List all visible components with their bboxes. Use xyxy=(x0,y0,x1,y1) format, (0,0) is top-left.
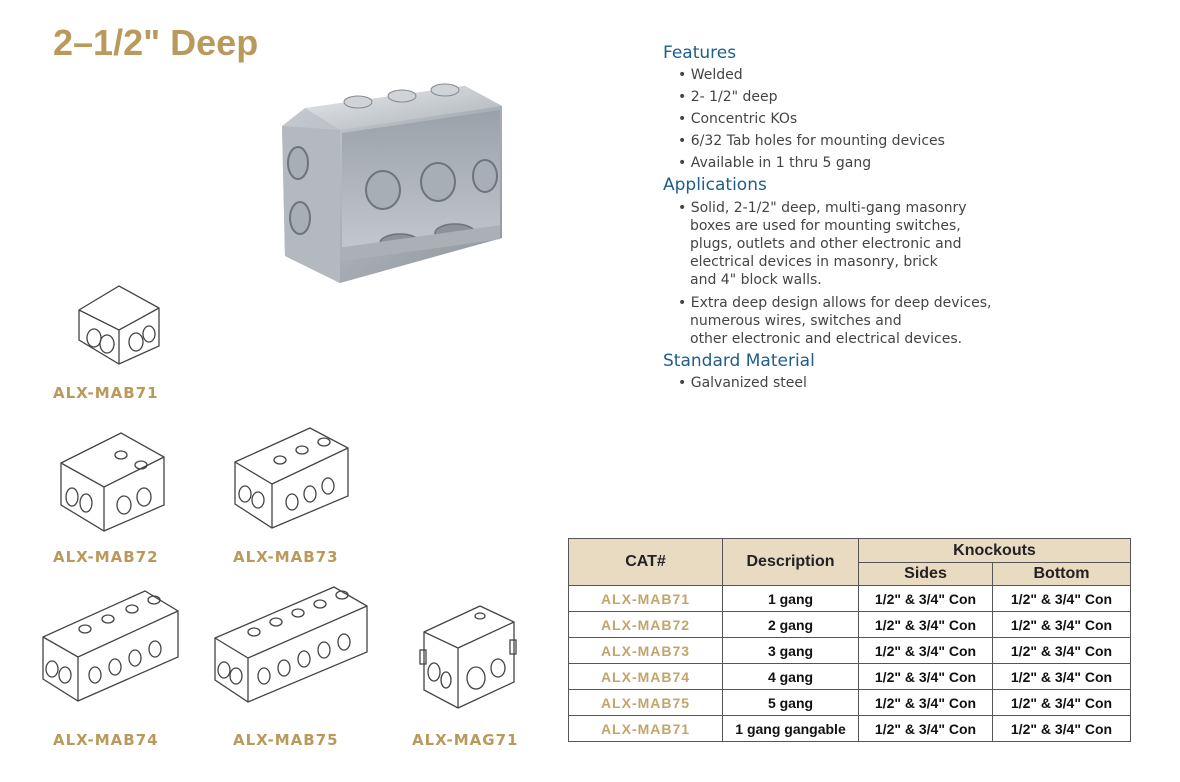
cell-description: 2 gang xyxy=(723,612,859,638)
cell-description: 1 gang xyxy=(723,586,859,612)
product-label-mab74: ALX-MAB74 xyxy=(53,731,159,749)
product-label-mab71: ALX-MAB71 xyxy=(53,384,159,402)
list-item: • Solid, 2-1/2" deep, multi-gang masonry boxes are used for mounting switches, plugs, outlets and other electronic and electrical devices in masonry, brick and 4" block walls. xyxy=(678,196,1103,291)
mab74-drawing xyxy=(40,585,180,703)
cell-sides: 1/2" & 3/4" Con xyxy=(859,638,993,664)
table-row xyxy=(569,716,1131,742)
header-bottom: Bottom xyxy=(993,563,1131,586)
material-heading: Standard Material xyxy=(663,351,815,371)
cell-bottom: 1/2" & 3/4" Con xyxy=(993,612,1131,638)
cell-bottom: 1/2" & 3/4" Con xyxy=(993,664,1131,690)
page-title: 2–1/2" Deep xyxy=(53,22,259,63)
product-label-mag71: ALX-MAG71 xyxy=(412,731,519,749)
cell-description: 1 gang gangable xyxy=(723,716,859,742)
application-line: other electronic and electrical devices. xyxy=(690,331,963,347)
list-item: • Concentric KOs xyxy=(678,111,798,127)
cell-description: 4 gang xyxy=(723,664,859,690)
cell-cat: ALX-MAB71 xyxy=(569,586,723,612)
cell-cat: ALX-MAB71 xyxy=(569,716,723,742)
header-description: Description xyxy=(723,539,859,586)
application-line: Solid, 2-1/2" deep, multi-gang masonry xyxy=(690,200,967,216)
cell-cat: ALX-MAB74 xyxy=(569,664,723,690)
feature-text: 6/32 Tab holes for mounting devices xyxy=(690,133,945,149)
cell-sides: 1/2" & 3/4" Con xyxy=(859,664,993,690)
table-row xyxy=(569,586,1131,612)
cell-cat: ALX-MAB73 xyxy=(569,638,723,664)
application-line: numerous wires, switches and xyxy=(690,313,902,329)
table-row xyxy=(569,664,1131,690)
material-list xyxy=(663,372,1103,394)
applications-list xyxy=(663,196,1103,350)
list-item: • Extra deep design allows for deep devices, numerous wires, switches and other electronic and electrical devices. xyxy=(678,291,1103,350)
applications-heading: Applications xyxy=(663,175,767,195)
application-line: electrical devices in masonry, brick xyxy=(690,254,938,270)
feature-text: Concentric KOs xyxy=(690,111,798,127)
table-row xyxy=(569,690,1131,716)
feature-text: Available in 1 thru 5 gang xyxy=(690,155,872,171)
application-line: plugs, outlets and other electronic and xyxy=(690,236,962,252)
masonry-box-photo xyxy=(280,78,506,290)
list-item: • Available in 1 thru 5 gang xyxy=(678,155,872,171)
header-knockouts: Knockouts xyxy=(859,539,1131,563)
features-heading: Features xyxy=(663,43,737,63)
mab71-drawing xyxy=(74,278,166,366)
cell-sides: 1/2" & 3/4" Con xyxy=(859,586,993,612)
cell-description: 5 gang xyxy=(723,690,859,716)
cell-bottom: 1/2" & 3/4" Con xyxy=(993,690,1131,716)
feature-text: 2- 1/2" deep xyxy=(690,89,778,105)
header-sides: Sides xyxy=(859,563,993,586)
application-line: Extra deep design allows for deep devices, xyxy=(690,295,992,311)
catalog-table xyxy=(568,538,1131,742)
cell-cat: ALX-MAB75 xyxy=(569,690,723,716)
mag71-drawing xyxy=(418,600,518,712)
list-item: • 6/32 Tab holes for mounting devices xyxy=(678,133,945,149)
mab73-drawing xyxy=(230,420,352,530)
cell-cat: ALX-MAB72 xyxy=(569,612,723,638)
material-text: Galvanized steel xyxy=(690,375,807,391)
mab72-drawing xyxy=(56,425,168,535)
cell-description: 3 gang xyxy=(723,638,859,664)
mab75-drawing xyxy=(212,582,370,704)
table-row xyxy=(569,612,1131,638)
cell-sides: 1/2" & 3/4" Con xyxy=(859,690,993,716)
cell-sides: 1/2" & 3/4" Con xyxy=(859,612,993,638)
cell-bottom: 1/2" & 3/4" Con xyxy=(993,586,1131,612)
header-cat: CAT# xyxy=(569,539,723,586)
cell-sides: 1/2" & 3/4" Con xyxy=(859,716,993,742)
application-line: boxes are used for mounting switches, xyxy=(690,218,961,234)
features-list xyxy=(663,64,1103,174)
list-item: • Welded xyxy=(678,67,743,83)
product-label-mab75: ALX-MAB75 xyxy=(233,731,339,749)
list-item: • 2- 1/2" deep xyxy=(678,89,778,105)
cell-bottom: 1/2" & 3/4" Con xyxy=(993,716,1131,742)
list-item: • Galvanized steel xyxy=(678,375,807,391)
product-label-mab72: ALX-MAB72 xyxy=(53,548,159,566)
table-row xyxy=(569,638,1131,664)
spec-section xyxy=(663,42,1103,394)
feature-text: Welded xyxy=(690,67,743,83)
cell-bottom: 1/2" & 3/4" Con xyxy=(993,638,1131,664)
product-label-mab73: ALX-MAB73 xyxy=(233,548,339,566)
application-line: and 4" block walls. xyxy=(690,272,822,288)
